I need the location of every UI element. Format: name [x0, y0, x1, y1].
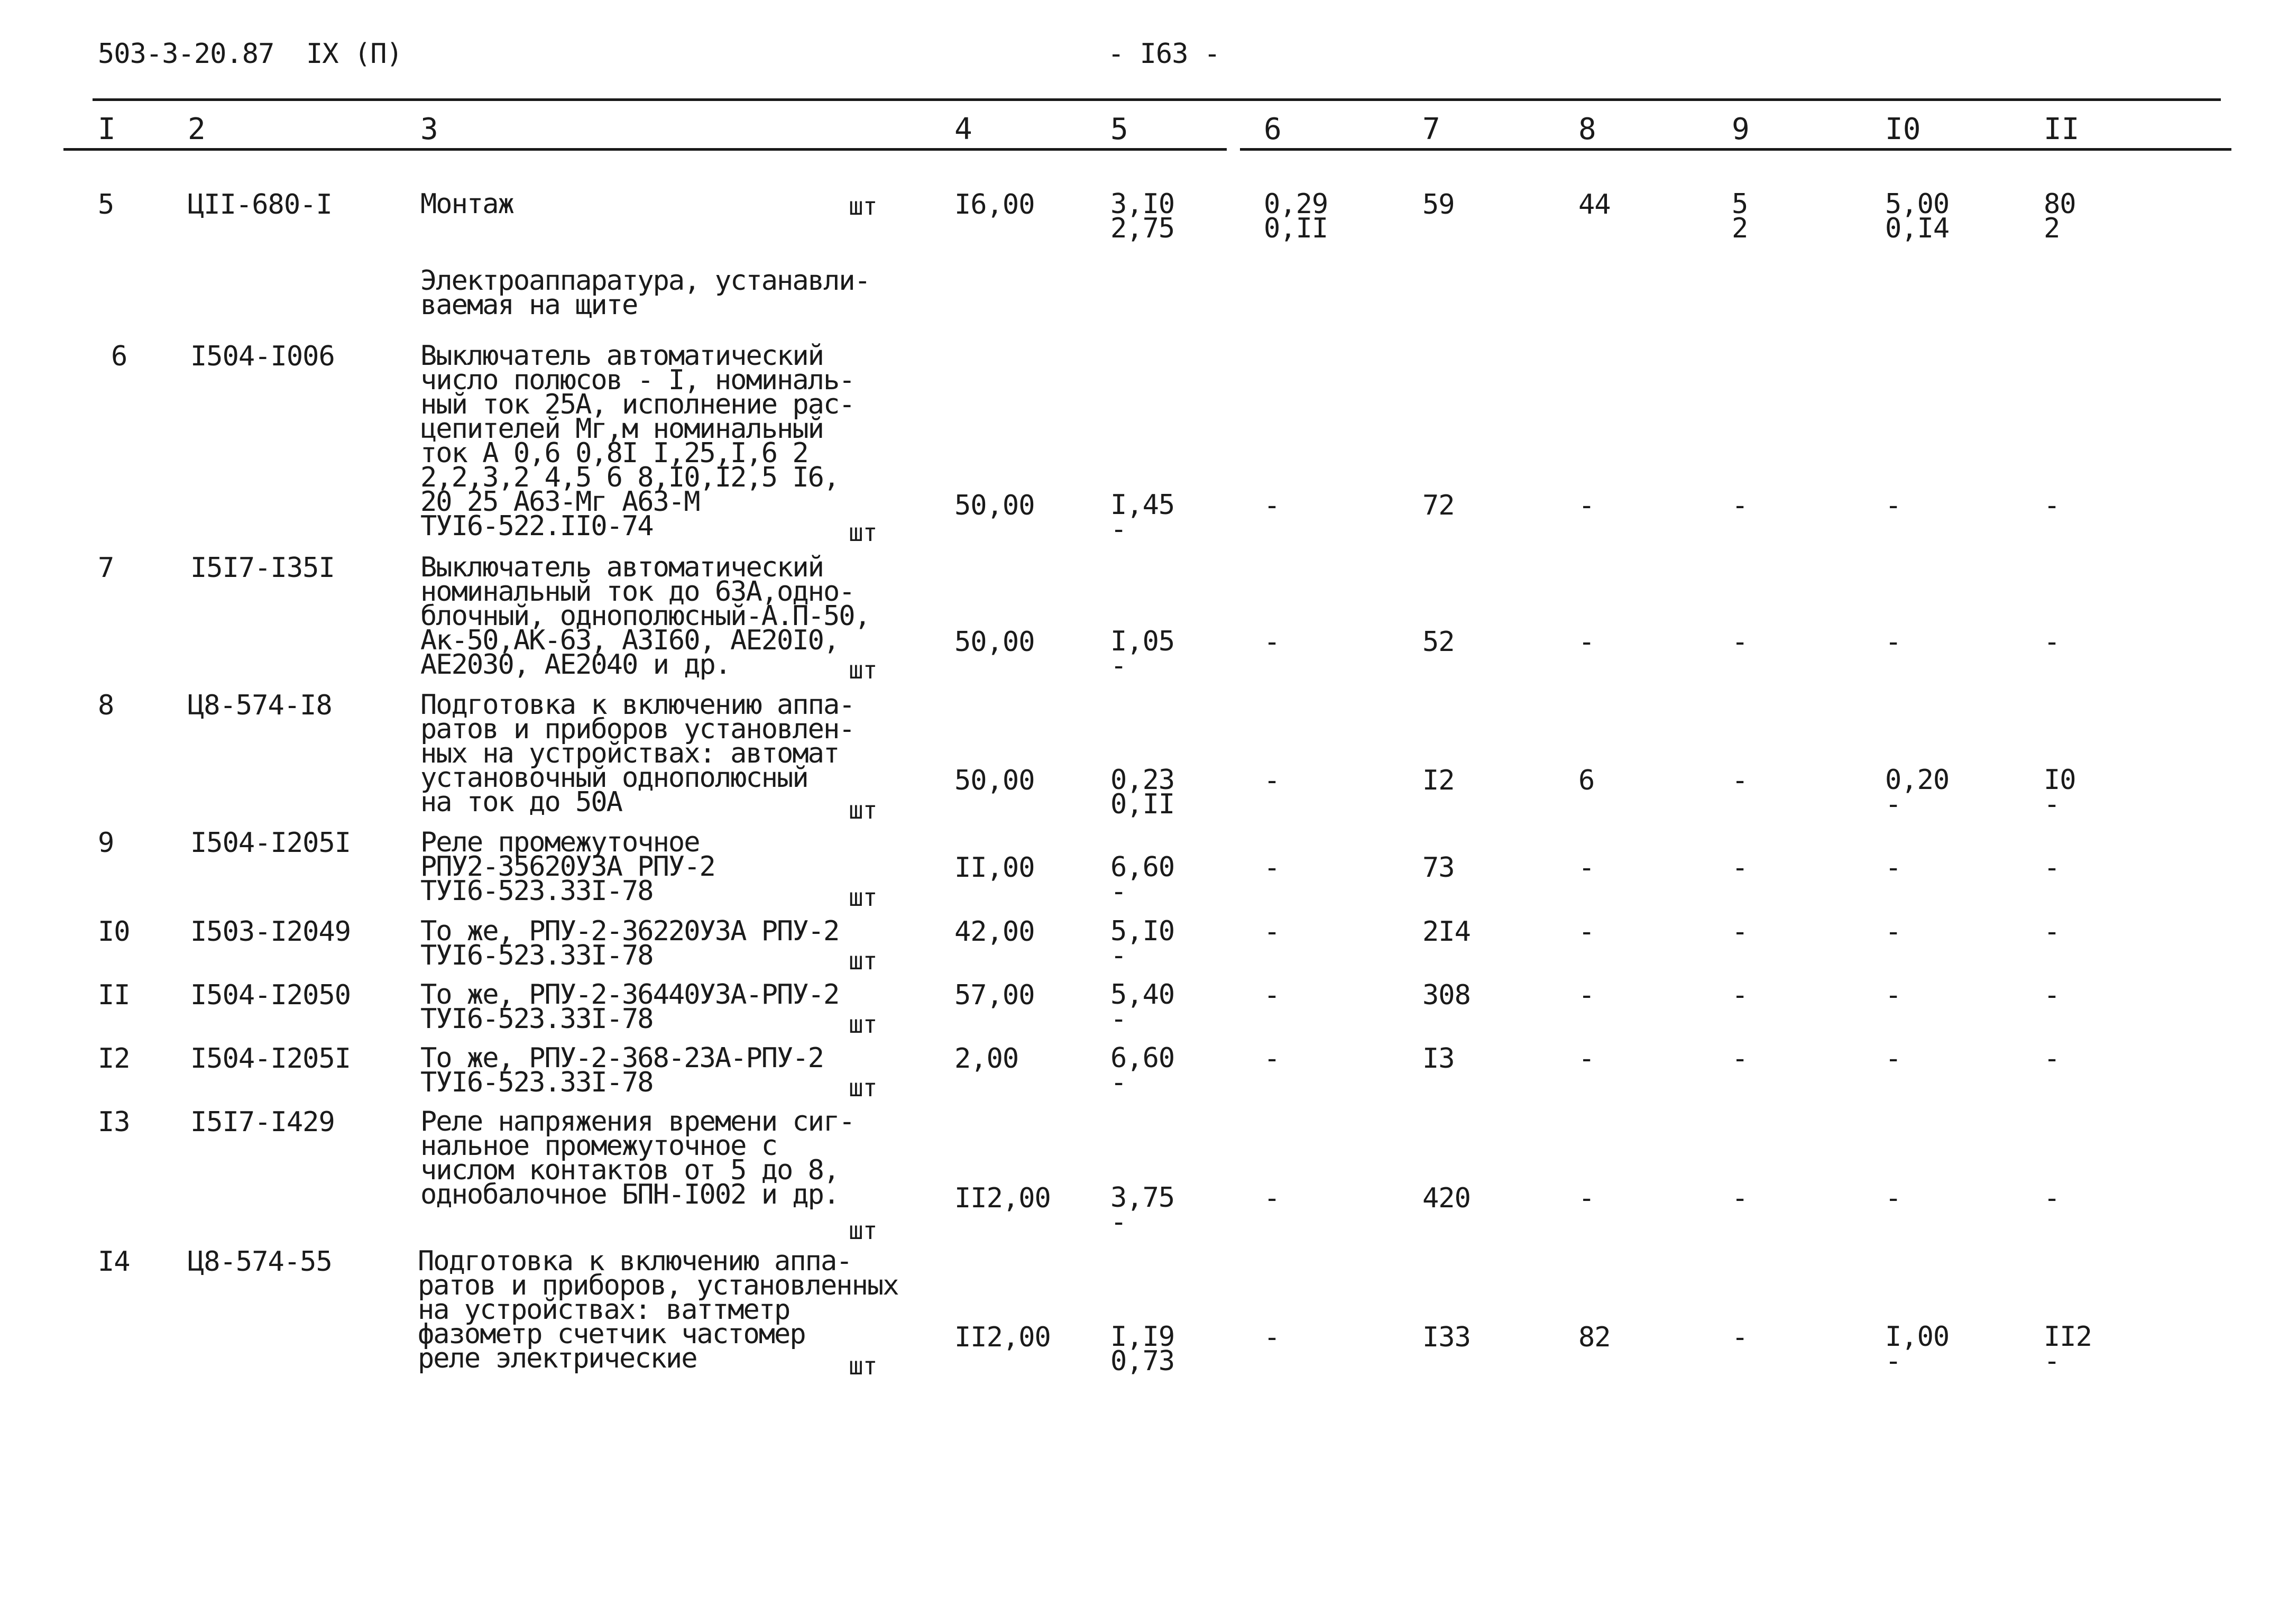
row-unit: шт — [849, 656, 877, 684]
cell-col8: 44 — [1578, 189, 1611, 221]
column-number: 3 — [420, 112, 438, 146]
cell-col6: - — [1264, 979, 1280, 1011]
column-number: 5 — [1110, 112, 1128, 146]
cell-col11: - — [2044, 1043, 2060, 1075]
row-code: ЦII-680-I — [188, 189, 332, 221]
column-number: 9 — [1732, 112, 1750, 146]
cell-col4: 2,00 — [954, 1043, 1019, 1075]
cell-col11: 80 2 — [2044, 188, 2076, 244]
row-unit: шт — [849, 1216, 877, 1245]
row-unit: шт — [849, 192, 877, 221]
header-rule — [1240, 148, 2231, 151]
cell-col5: 3,I0 2,75 — [1110, 188, 1175, 244]
cell-col6: - — [1264, 765, 1280, 796]
cell-col10: - — [1885, 979, 1901, 1011]
cell-col11: - — [2044, 916, 2060, 948]
row-number: 8 — [98, 690, 114, 721]
column-number: I — [98, 112, 116, 146]
row-code: I5I7-I35I — [190, 552, 335, 584]
cell-col7: 59 — [1422, 189, 1455, 221]
row-number: I3 — [98, 1106, 130, 1138]
cell-col8: 6 — [1578, 765, 1595, 796]
cell-col9: - — [1732, 1322, 1748, 1353]
cell-col9: - — [1732, 765, 1748, 796]
row-unit: шт — [849, 947, 877, 975]
cell-col9: 5 2 — [1732, 188, 1748, 244]
cell-col9: - — [1732, 490, 1748, 521]
row-number: 5 — [98, 189, 114, 221]
cell-col7: 52 — [1422, 626, 1455, 658]
row-code: Ц8-574-55 — [188, 1246, 332, 1278]
column-number: 4 — [954, 112, 972, 146]
cell-col9: - — [1732, 1182, 1748, 1214]
row-unit: шт — [849, 883, 877, 912]
row-number: I4 — [98, 1246, 130, 1278]
column-number: 6 — [1264, 112, 1282, 146]
row-number: 7 — [98, 552, 114, 584]
row-unit: шт — [849, 518, 877, 547]
row-code: I504-I006 — [190, 341, 335, 372]
column-number: II — [2044, 112, 2080, 146]
row-unit: шт — [849, 796, 877, 824]
cell-col10: - — [1885, 1182, 1901, 1214]
cell-col8: - — [1578, 1182, 1595, 1214]
cell-col5: I,I9 0,73 — [1110, 1321, 1175, 1377]
top-rule — [93, 98, 2221, 101]
row-code: Ц8-574-I8 — [188, 690, 332, 721]
cell-col6: - — [1264, 1322, 1280, 1353]
cell-col10: I,00 - — [1885, 1321, 1950, 1377]
cell-col11: I0 - — [2044, 764, 2076, 820]
cell-col6: - — [1264, 1043, 1280, 1075]
cell-col11: - — [2044, 490, 2060, 521]
cell-col8: - — [1578, 979, 1595, 1011]
cell-col11: - — [2044, 979, 2060, 1011]
cell-col6: 0,29 0,II — [1264, 188, 1328, 244]
cell-col4: II2,00 — [954, 1182, 1051, 1214]
row-description: Монтаж — [420, 188, 513, 220]
cell-col8: - — [1578, 490, 1595, 521]
cell-col5: 5,I0 - — [1110, 915, 1175, 971]
cell-col4: 50,00 — [954, 490, 1035, 521]
header-rule — [63, 148, 1227, 151]
row-description: Выключатель автоматический номинальный ток до 63А,одно- блочный, однополюсный-А.П-50, Ак-50,АК-63, А3I60, АЕ20I0, АЕ2030, АЕ2040 и др. — [420, 552, 870, 681]
cell-col5: 0,23 0,II — [1110, 764, 1175, 820]
column-number: 7 — [1422, 112, 1440, 146]
column-number: 2 — [188, 112, 206, 146]
row-number: 9 — [98, 827, 114, 859]
row-description: Выключатель автоматический число полюсов - I, номиналь- ный ток 25А, исполнение рас- цепителей Мг,м номинальный ток А 0,6 0,8I I,25,I,6 2 2,2,3,2 4,5 6 8,I0,I2,5 I6, 20 25 А63-Мг А63-М ТУI6-522.II0-74 — [420, 340, 854, 542]
cell-col4: II2,00 — [954, 1322, 1051, 1353]
row-number: II — [98, 979, 130, 1011]
cell-col5: 5,40 - — [1110, 979, 1175, 1035]
cell-col6: - — [1264, 626, 1280, 658]
cell-col9: - — [1732, 1043, 1748, 1075]
cell-col10: - — [1885, 490, 1901, 521]
cell-col10: - — [1885, 852, 1901, 884]
cell-col7: I33 — [1422, 1322, 1471, 1353]
cell-col6: - — [1264, 490, 1280, 521]
column-number: 8 — [1578, 112, 1596, 146]
cell-col10: - — [1885, 1043, 1901, 1075]
cell-col4: II,00 — [954, 852, 1035, 884]
document-code: 503-3-20.87 IX (П) — [98, 38, 402, 70]
row-description: То же, РПУ-2-368-23А-РПУ-2 ТУI6-523.33I-78 — [420, 1042, 823, 1098]
cell-col4: 50,00 — [954, 765, 1035, 796]
cell-col9: - — [1732, 626, 1748, 658]
cell-col9: - — [1732, 916, 1748, 948]
cell-col10: 5,00 0,I4 — [1885, 188, 1950, 244]
cell-col11: - — [2044, 852, 2060, 884]
cell-col7: 308 — [1422, 979, 1471, 1011]
cell-col7: I2 — [1422, 765, 1455, 796]
row-number: I0 — [98, 916, 130, 948]
row-code: I504-I205I — [190, 1043, 351, 1075]
row-number: 6 — [111, 341, 127, 372]
cell-col4: 42,00 — [954, 916, 1035, 948]
cell-col7: I3 — [1422, 1043, 1455, 1075]
row-unit: шт — [849, 1352, 877, 1380]
row-description: То же, РПУ-2-36440У3А-РПУ-2 ТУI6-523.33I-78 — [420, 979, 839, 1035]
cell-col5: 6,60 - — [1110, 851, 1175, 907]
cell-col6: - — [1264, 852, 1280, 884]
row-code: I504-I205I — [190, 827, 351, 859]
cell-col5: I,45 - — [1110, 489, 1175, 545]
page-number: - I63 - — [1108, 38, 1220, 70]
row-code: I504-I2050 — [190, 979, 351, 1011]
row-description: То же, РПУ-2-36220У3А РПУ-2 ТУI6-523.33I-78 — [420, 915, 839, 971]
cell-col7: 72 — [1422, 490, 1455, 521]
row-description: Реле промежуточное РПУ2-35620У3А РПУ-2 ТУI6-523.33I-78 — [420, 827, 715, 907]
cell-col5: 6,60 - — [1110, 1042, 1175, 1098]
cell-col11: II2 - — [2044, 1321, 2092, 1377]
row-unit: шт — [849, 1010, 877, 1039]
cell-col8: - — [1578, 626, 1595, 658]
row-code: I5I7-I429 — [190, 1106, 335, 1138]
cell-col4: 50,00 — [954, 626, 1035, 658]
cell-col7: 73 — [1422, 852, 1455, 884]
cell-col7: 420 — [1422, 1182, 1471, 1214]
cell-col4: I6,00 — [954, 189, 1035, 221]
cell-col10: 0,20 - — [1885, 764, 1950, 820]
cell-col6: - — [1264, 916, 1280, 948]
cell-col6: - — [1264, 1182, 1280, 1214]
cell-col9: - — [1732, 852, 1748, 884]
cell-col8: - — [1578, 916, 1595, 948]
cell-col10: - — [1885, 916, 1901, 948]
cell-col4: 57,00 — [954, 979, 1035, 1011]
cell-col8: 82 — [1578, 1322, 1611, 1353]
row-description: Подготовка к включению аппа- ратов и приборов, установленных на устройствах: ваттметр фазометр счетчик частомер реле электрические — [418, 1245, 898, 1374]
cell-col7: 2I4 — [1422, 916, 1471, 948]
row-number: I2 — [98, 1043, 130, 1075]
column-number: I0 — [1885, 112, 1921, 146]
row-unit: шт — [849, 1074, 877, 1102]
row-code: I503-I2049 — [190, 916, 351, 948]
cell-col11: - — [2044, 626, 2060, 658]
row-description: Подготовка к включению аппа- ратов и приборов установлен- ных на устройствах: автомат установочный однополюсный на ток до 50А — [420, 689, 854, 818]
row-description: Реле напряжения времени сиг- нальное промежуточное с числом контактов от 5 до 8, однобалочное БПН-I002 и др. — [420, 1106, 854, 1210]
cell-col8: - — [1578, 852, 1595, 884]
cell-col10: - — [1885, 626, 1901, 658]
cell-col11: - — [2044, 1182, 2060, 1214]
cell-col9: - — [1732, 979, 1748, 1011]
cell-col8: - — [1578, 1043, 1595, 1075]
cell-col5: I,05 - — [1110, 626, 1175, 682]
cell-col5: 3,75 - — [1110, 1182, 1175, 1238]
section-heading: Электроаппаратура, устанавли- ваемая на щите — [420, 265, 870, 321]
